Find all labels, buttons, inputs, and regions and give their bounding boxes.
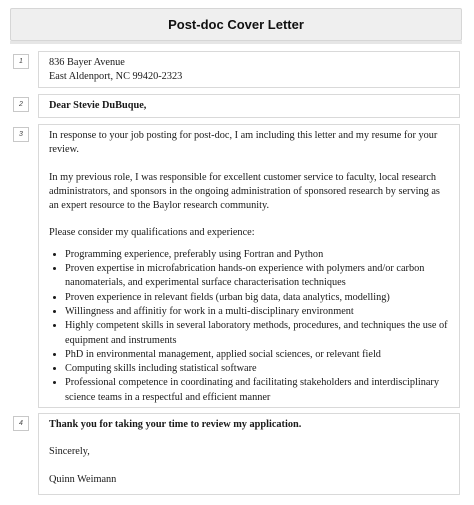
list-item: • Willingness and affinitiy for work in a multi-disciplinary environment xyxy=(65,305,449,319)
list-item: • Professional competence in coordinating and facilitating stakeholders and interdisciplinary science teams in a respectful and efficient manner xyxy=(65,376,449,405)
list-item: • Programming experience, preferably using Fortran and Python xyxy=(65,248,449,262)
address-line-2: East Aldenport, NC 99420-2323 xyxy=(49,71,183,83)
section-salutation[interactable] xyxy=(38,94,460,118)
qualifications-intro: Please consider my qualifications and experience: xyxy=(49,227,255,239)
list-item: • Computing skills including statistical software xyxy=(65,362,449,376)
page-title: Post-doc Cover Letter xyxy=(168,17,304,32)
experience-paragraph: In my previous role, I was responsible for excellent customer service to faculty, local research administrators, and sponsors in the ongoing administration of sponsored research by serving as an expert resource to the Baylor research community. xyxy=(49,171,440,212)
signature: Quinn Weimann xyxy=(49,473,117,485)
thanks-line: Thank you for taking your time to review my application. xyxy=(49,419,302,430)
section-number-4: 4 xyxy=(13,416,29,431)
section-number-3: 3 xyxy=(13,127,29,142)
section-body[interactable] xyxy=(38,124,460,408)
section-address[interactable] xyxy=(38,51,460,88)
list-item: • Proven experience in relevant fields (urban big data, data analytics, modelling) xyxy=(65,291,449,305)
closing-line: Sincerely, xyxy=(49,446,90,458)
section-number-2: 2 xyxy=(13,97,29,112)
header-divider xyxy=(10,41,462,44)
qualifications-list xyxy=(49,248,449,405)
section-closing[interactable] xyxy=(38,413,460,495)
list-item: • PhD in environmental management, applied social sciences, or relevant field xyxy=(65,348,449,362)
salutation: Dear Stevie DuBuque, xyxy=(49,100,147,111)
intro-paragraph: In response to your job posting for post-doc, I am including this letter and my resume for your review. xyxy=(49,130,438,156)
list-item: • Highly competent skills in several laboratory methods, procedures, and techniques the use of equipment and instruments xyxy=(65,319,449,348)
section-number-1: 1 xyxy=(13,54,29,69)
document-header xyxy=(10,8,462,41)
address-line-1: 836 Bayer Avenue xyxy=(49,57,125,68)
list-item: • Proven expertise in microfabrication hands-on experience with polymers and/or carbon nanomaterials, and experimental surface characterisation techniques xyxy=(65,262,449,291)
